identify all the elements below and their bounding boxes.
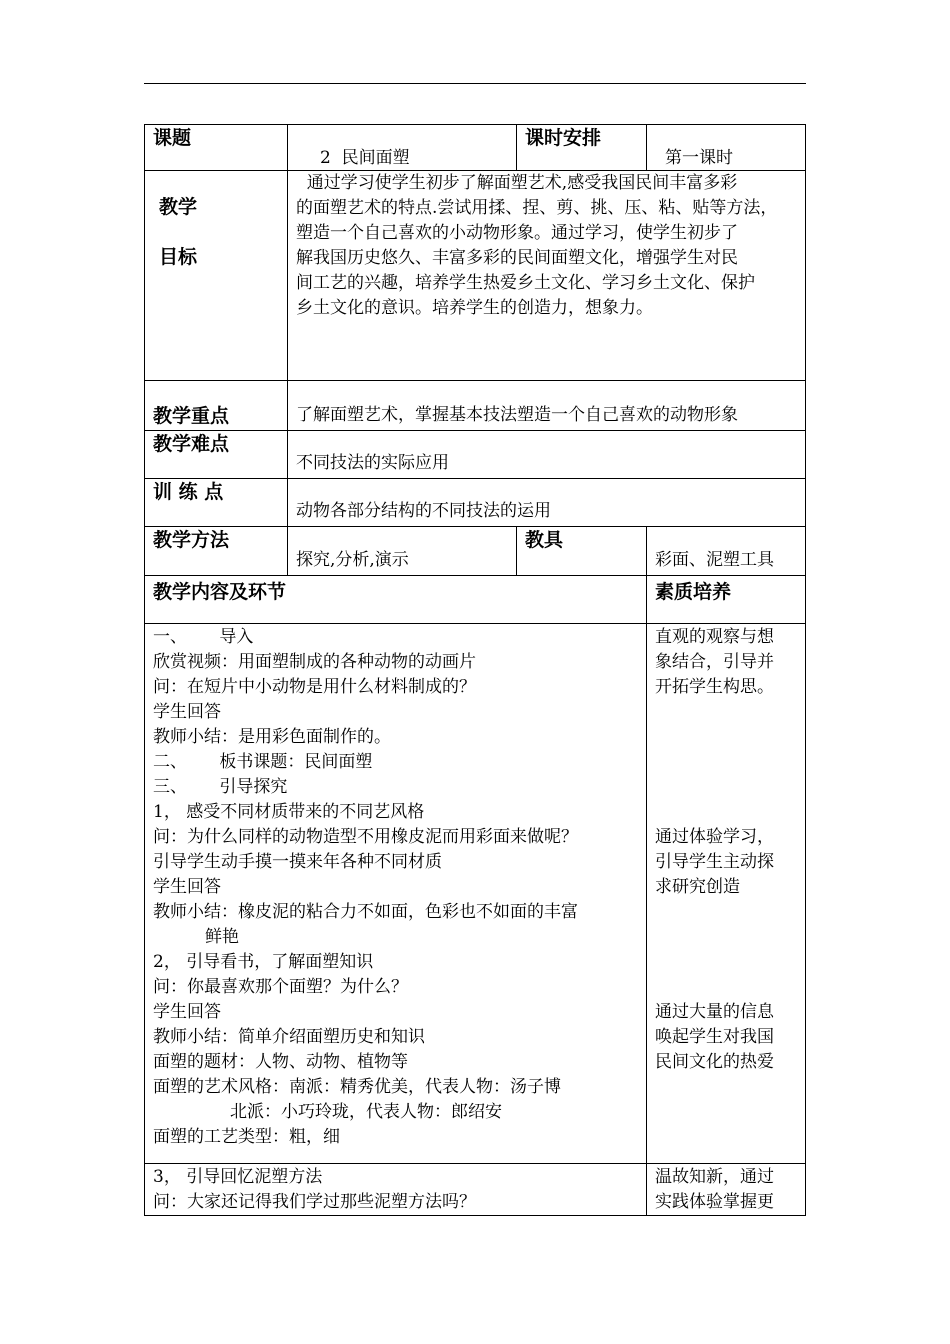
course-value: 2 民间面塑 [320, 148, 410, 168]
content-line: 问：为什么同样的动物造型不用橡皮泥而用彩面来做呢？ [153, 827, 578, 847]
key-point-value-cell [288, 381, 806, 431]
course-value-cell [288, 125, 517, 171]
goals-text-cell [288, 171, 806, 381]
key-point-label-cell [145, 381, 288, 431]
content-line: 鲜艳 [205, 927, 239, 947]
method-label: 教学方法 [153, 529, 230, 551]
content-line: 教师小结：简单介绍面塑历史和知识 [153, 1027, 425, 1047]
content-block-2-notes [647, 1164, 806, 1216]
course-label-cell [145, 125, 288, 171]
goals-line: 塑造一个自己喜欢的小动物形象。通过学习，使学生初步了 [296, 223, 738, 243]
method-label-cell [145, 527, 288, 576]
content-block-1 [145, 624, 806, 1164]
note-line: 象结合，引导并 [655, 652, 774, 672]
goals-label-cell [145, 171, 288, 381]
method-row [145, 527, 806, 576]
header-rule [144, 83, 806, 84]
goals-line: 的面塑艺术的特点.尝试用揉、捏、剪、挑、压、粘、贴等方法， [296, 198, 778, 218]
tools-label: 教具 [525, 529, 564, 551]
course-row [145, 125, 806, 171]
content-line: 三、 引导探究 [153, 777, 288, 797]
goals-row [145, 171, 806, 381]
content-line: 问：在短片中小动物是用什么材料制成的？ [153, 677, 476, 697]
note-line: 通过体验学习， [655, 827, 774, 847]
goals-line: 乡土文化的意识。培养学生的创造力，想象力。 [296, 298, 653, 318]
tools-label-cell [517, 527, 647, 576]
note-line: 开拓学生构思。 [655, 677, 774, 697]
schedule-label: 课时安排 [525, 127, 602, 149]
content-line: 一、 导入 [153, 627, 254, 647]
goals-line: 解我国历史悠久、丰富多彩的民间面塑文化，增强学生对民 [296, 248, 738, 268]
content-line: 学生回答 [153, 1002, 221, 1022]
note-line: 实践体验掌握更 [655, 1192, 774, 1212]
content-line: 学生回答 [153, 702, 221, 722]
difficulty-row [145, 431, 806, 479]
content-line: 教师小结：橡皮泥的粘合力不如面，色彩也不如面的丰富 [153, 902, 578, 922]
difficulty-label-cell [145, 431, 288, 479]
tools-value-cell [647, 527, 806, 576]
schedule-value-cell [647, 125, 806, 171]
key-point-label: 教学重点 [153, 405, 230, 427]
method-value: 探究,分析,演示 [296, 550, 409, 570]
content-line: 北派：小巧玲珑，代表人物：郎绍安 [230, 1102, 502, 1122]
content-line: 面塑的艺术风格：南派：精秀优美，代表人物：汤子博 [153, 1077, 561, 1097]
difficulty-value: 不同技法的实际应用 [296, 453, 449, 473]
content-line: 学生回答 [153, 877, 221, 897]
content-line: 面塑的工艺类型：粗，细 [153, 1127, 340, 1147]
note-line: 引导学生主动探 [655, 852, 774, 872]
content-line: 面塑的题材：人物、动物、植物等 [153, 1052, 408, 1072]
note-line: 唤起学生对我国 [655, 1027, 774, 1047]
content-block-2 [145, 1164, 806, 1216]
goals-label-line2: 目标 [159, 246, 198, 268]
content-block-1-notes [647, 624, 806, 1164]
content-line: 教师小结：是用彩色面制作的。 [153, 727, 391, 747]
content-block-1-text [145, 624, 647, 1164]
content-line: 2， 引导看书，了解面塑知识 [153, 952, 374, 972]
difficulty-label: 教学难点 [153, 433, 230, 455]
goals-label-line1: 教学 [159, 196, 198, 218]
tools-value: 彩面、泥塑工具 [655, 550, 774, 570]
note-line: 直观的观察与想 [655, 627, 774, 647]
content-header-right-cell [647, 576, 806, 624]
lesson-plan-table [144, 124, 806, 1216]
content-line: 1， 感受不同材质带来的不同艺风格 [153, 802, 425, 822]
goals-line: 间工艺的兴趣，培养学生热爱乡土文化、学习乡土文化、保护 [296, 273, 755, 293]
schedule-label-cell [517, 125, 647, 171]
content-line: 二、 板书课题：民间面塑 [153, 752, 373, 772]
note-line: 通过大量的信息 [655, 1002, 774, 1022]
content-line: 问：大家还记得我们学过那些泥塑方法吗？ [153, 1192, 476, 1212]
content-header-left: 教学内容及环节 [153, 581, 287, 603]
note-line: 温故知新，通过 [655, 1167, 774, 1187]
schedule-value: 第一课时 [665, 148, 733, 168]
content-header-left-cell [145, 576, 647, 624]
content-header-row [145, 576, 806, 624]
training-row [145, 479, 806, 527]
method-value-cell [288, 527, 517, 576]
key-point-row [145, 381, 806, 431]
content-header-right: 素质培养 [655, 581, 732, 603]
course-label: 课题 [153, 127, 192, 149]
training-value-cell [288, 479, 806, 527]
content-line: 3， 引导回忆泥塑方法 [153, 1167, 323, 1187]
difficulty-value-cell [288, 431, 806, 479]
content-line: 问：你最喜欢那个面塑？为什么？ [153, 977, 408, 997]
content-block-2-text [145, 1164, 647, 1216]
key-point-value: 了解面塑艺术，掌握基本技法塑造一个自己喜欢的动物形象 [296, 405, 738, 425]
note-line: 民间文化的热爱 [655, 1052, 774, 1072]
content-line: 欣赏视频：用面塑制成的各种动物的动画片 [153, 652, 476, 672]
training-value: 动物各部分结构的不同技法的运用 [296, 501, 551, 521]
training-label: 训 练 点 [153, 481, 224, 503]
goals-line: 通过学习使学生初步了解面塑艺术,感受我国民间丰富多彩 [296, 173, 738, 193]
note-line: 求研究创造 [655, 877, 740, 897]
content-line: 引导学生动手摸一摸来年各种不同材质 [153, 852, 442, 872]
training-label-cell [145, 479, 288, 527]
